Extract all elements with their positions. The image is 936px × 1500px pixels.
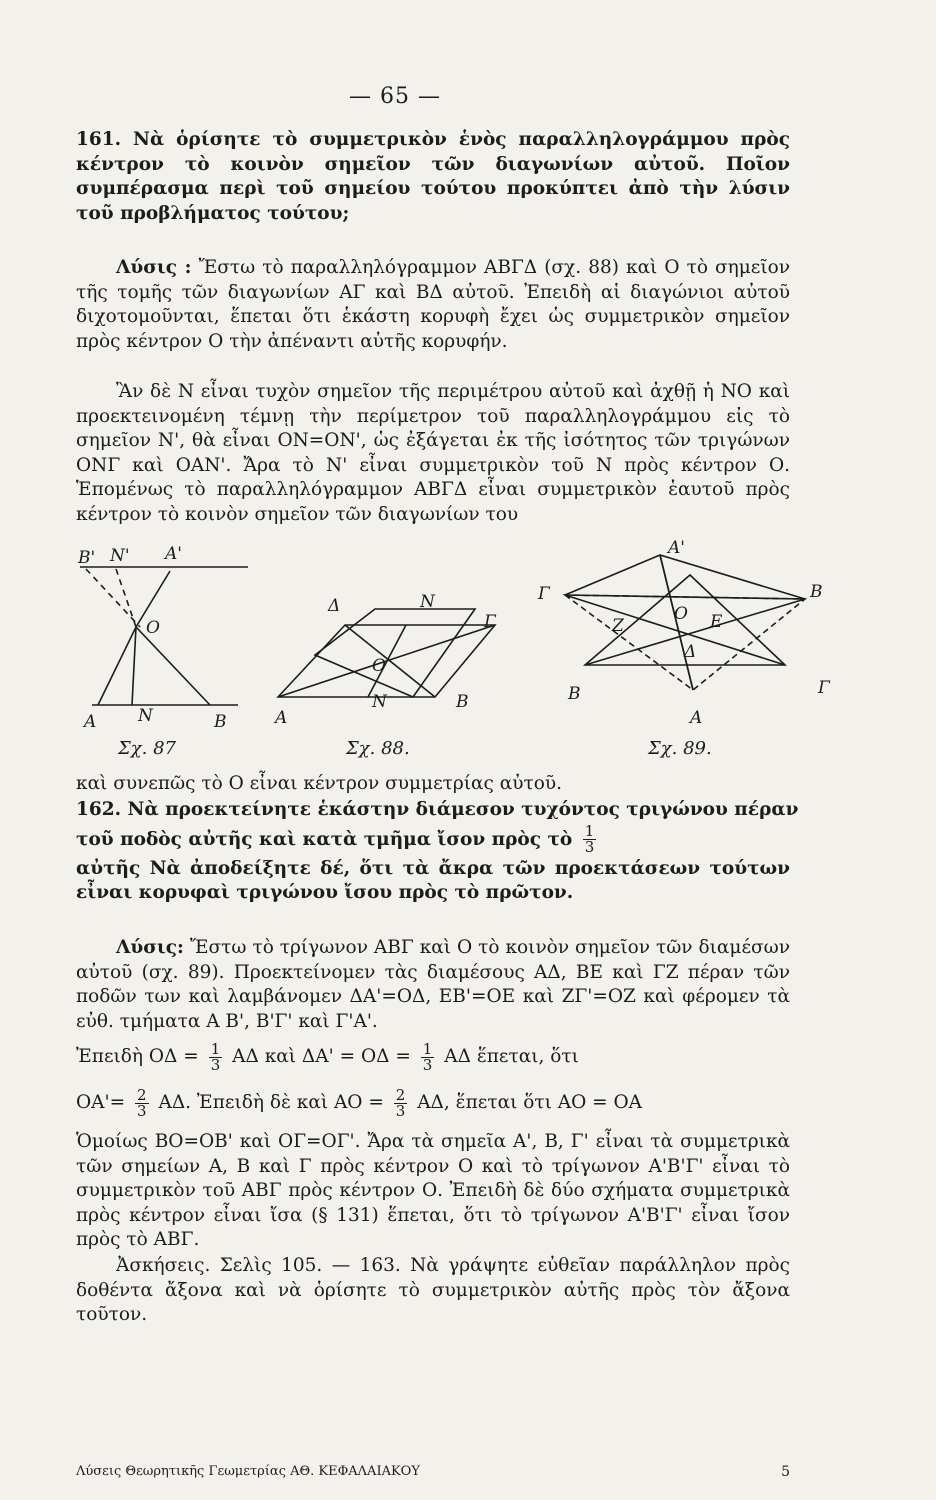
figure-88-drawing <box>278 609 495 697</box>
fig89-label-d: Δ <box>684 642 697 662</box>
figure-88-caption: Σχ. 88. <box>346 738 410 759</box>
footer-book-title: Λύσεις Θεωρητικῆς Γεωμετρίας ΑΘ. ΚΕΦΑΛΑΙΑΚΟΥ <box>76 1464 420 1479</box>
figure-89-caption: Σχ. 89. <box>648 738 712 759</box>
fig87-label-n: Ν <box>138 706 153 726</box>
fig89-label-b2: Β <box>568 684 581 704</box>
problem-162-rest: αὐτῆς Νὰ ἀποδείξητε δέ, ὅτι τὰ ἄκρα τῶν προεκτάσεων τούτων εἶναι κορυφαὶ τριγώνου ἴσου πρὸς τὸ πρῶτον. <box>76 857 790 904</box>
exercises: Ἀσκήσεις. Σελὶς 105. — 163. Νὰ γράψητε εὐθεῖαν παράλληλον πρὸς δοθέντα ἄξονα καὶ νὰ ὁρίσητε τὸ συμμετρικὸν αὐτῆς πρὸς τὸν ἄξονα τοῦτον. <box>76 1255 790 1326</box>
problem-161-statement: 161. Νὰ ὁρίσητε τὸ συμμετρικὸν ἑνὸς παραλληλογράμμου πρὸς κέντρον τὸ κοινὸν σημεῖον τῶν διαγωνίων αὐτοῦ. Ποῖον συμπέρασμα περὶ τοῦ σημείου τούτου προκύπτει ἀπὸ τὴν λύσιν τοῦ προβλήματος τούτου; <box>76 129 790 224</box>
fig88-label-o: Ο <box>372 656 386 676</box>
fig89-label-g: Γ <box>538 584 550 604</box>
fig89-label-z: Ζ <box>612 616 624 636</box>
fig89-label-a1: Α' <box>668 538 685 558</box>
fig87-label-b: Β <box>214 712 227 732</box>
solution-162-text: Ἔστω τὸ τρίγωνον ΑΒΓ καὶ Ο τὸ κοινὸν σημεῖον τῶν διαμέσων αὐτοῦ (σχ. 89). Προεκτείνομεν τὰς διαμέσους ΑΔ, ΒΕ καὶ ΓΖ πέραν τῶν ποδῶν των καὶ λαμβάνομεν ΔΑ'=ΟΔ, ΕΒ'=ΟΕ καὶ ΖΓ'=ΟΖ καὶ φέρομεν τὰ εὐθ. τμήματα Α Β', Β'Γ' καὶ Γ'Α'. <box>76 937 790 1032</box>
fig87-label-n1: Ν' <box>110 546 130 566</box>
fig89-label-g2: Γ <box>818 678 830 698</box>
equation-line-1: Ἐπειδὴ ΟΔ = $\frac{1}{3}$ ΑΔ καὶ ΔΑ' = ΟΔ = $\frac{1}{3}$ ΑΔ ἕπεται, ὅτι <box>76 1039 579 1074</box>
fig88-label-n: Ν <box>420 592 435 612</box>
fraction-2-3-b: $\frac{2}{3}$ <box>395 1085 406 1120</box>
problem-161-solution-2: Ἂν δὲ Ν εἶναι τυχὸν σημεῖον τῆς περιμέτρου αὐτοῦ καὶ ἀχθῇ ἡ ΝΟ καὶ προεκτεινομένη τέμνῃ τὴν περίμετρον τοῦ παραλληλογράμμου εἰς τὸ σημεῖον Ν', θὰ εἶναι ΟΝ=ΟΝ', ὡς ἐξάγεται ἐκ τῆς ἰσότητος τῶν τριγώνων ΟΝΓ καὶ ΟΑΝ'. Ἄρα τὸ Ν' εἶναι συμμετρικὸν τοῦ Ν πρὸς κέντρον Ο. Ἑπομένως τὸ παραλληλόγραμμον ΑΒΓΔ εἶναι συμμετρικὸν ἑαυτοῦ πρὸς κέντρον τὸ κοινὸν σημεῖον τῶν διαγωνίων του <box>76 381 790 525</box>
solution-label: Λύσις : <box>116 257 192 278</box>
fraction-2-3-a: $\frac{2}{3}$ <box>137 1085 147 1120</box>
fig89-label-o: Ο <box>674 604 688 624</box>
fig88-label-a: Α <box>275 708 288 728</box>
figure-87-drawing <box>80 567 248 705</box>
problem-162-solution-1 <box>76 936 790 1034</box>
fig87-label-o: Ο <box>146 618 160 638</box>
fig87-label-a1: Α' <box>165 544 182 564</box>
fig87-label-a: Α <box>84 712 97 732</box>
footer <box>76 1464 790 1479</box>
problem-162-line1: 162. Νὰ προεκτείνητε ἑκάστην διάμεσον τυχόντος τριγώνου πέραν <box>76 799 799 820</box>
problem-162-solution-2: Ὁμοίως ΒΟ=ΟΒ' καὶ ΟΓ=ΟΓ'. Ἄρα τὰ σημεῖα Α', Β, Γ' εἶναι τὰ συμμετρικὰ τῶν σημείων Α, Β καὶ Γ πρὸς κέντρον Ο καὶ τὸ τρίγωνον Α'Β'Γ' εἶναι τὸ συμμετρικὸν τοῦ ΑΒΓ πρὸς κέντρον Ο. Ἐπειδὴ δὲ δύο σχήματα συμμετρικὰ πρὸς κέντρον εἶναι ἴσα (§ 131) ἕπεται, ὅτι τὸ τρίγωνον Α'Β'Γ' εἶναι ἴσον πρὸς τὸ ΑΒΓ. <box>76 1131 790 1251</box>
fig88-label-g: Γ <box>484 612 496 632</box>
equation-line-2: ΟΑ'= $\frac{2}{3}$ ΑΔ. Ἐπειδὴ δὲ καὶ ΑΟ = $\frac{2}{3}$ ΑΔ, ἕπεται ὅτι ΑΟ = ΟΑ <box>76 1085 643 1120</box>
fraction-one-third: $\frac{1}{3}$ <box>584 822 595 857</box>
fig89-label-b: Β <box>810 582 823 602</box>
fig89-label-e: Ε <box>710 612 723 632</box>
problem-162-statement <box>76 798 799 906</box>
fig88-label-b: Β <box>456 692 469 712</box>
figure-87-caption: Σχ. 87 <box>118 738 176 759</box>
footer-signature: 5 <box>781 1464 790 1480</box>
fraction-1-3-a: $\frac{1}{3}$ <box>210 1039 221 1074</box>
problem-161-solution-1 <box>76 256 790 354</box>
figure-conclusion: καὶ συνεπῶς τὸ Ο εἶναι κέντρον συμμετρίας αὐτοῦ. <box>76 773 563 794</box>
solution-label-162: Λύσις: <box>116 937 184 958</box>
problem-162-line2: τοῦ ποδὸς αὐτῆς καὶ κατὰ τμῆμα ἴσον πρὸς τὸ $\frac{1}{3}$ <box>76 822 595 857</box>
fraction-1-3-b: $\frac{1}{3}$ <box>422 1039 433 1074</box>
fig88-label-n2: Ν <box>372 692 387 712</box>
solution-text: Ἔστω τὸ παραλληλόγραμμον ΑΒΓΔ (σχ. 88) καὶ Ο τὸ σημεῖον τῆς τομῆς τῶν διαγωνίων ΑΓ καὶ ΒΔ αὐτοῦ. Ἐπειδὴ αἱ διαγώνιοι αὐτοῦ διχοτομοῦνται, ἕπεται ὅτι ἑκάστη κορυφὴ ἔχει ὡς συμμετρικὸν σημεῖον πρὸς κέντρον Ο τὴν ἀπέναντι αὐτῆς κορυφήν. <box>76 257 790 352</box>
fig88-label-d: Δ <box>328 596 341 616</box>
page-number: — 65 — <box>349 84 441 109</box>
fig87-label-b1: Β' <box>78 548 96 568</box>
fig89-label-a: Α <box>690 708 703 728</box>
